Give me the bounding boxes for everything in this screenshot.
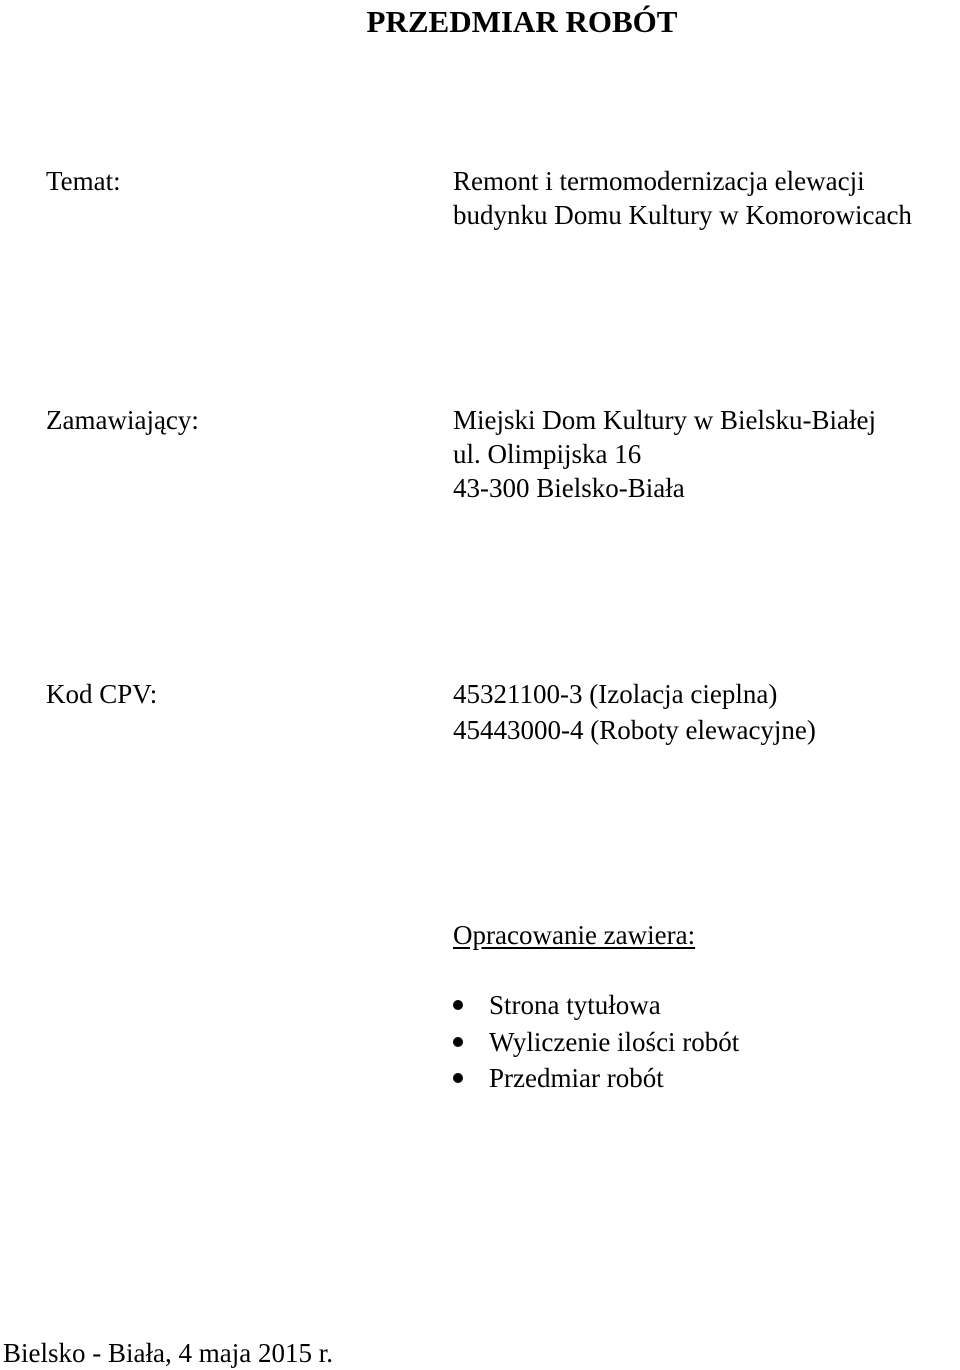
topic-line: budynku Domu Kultury w Komorowicach <box>453 200 912 230</box>
document-title: PRZEDMIAR ROBÓT <box>366 4 678 39</box>
bullet-icon <box>453 1073 463 1083</box>
cpv-value <box>453 677 816 749</box>
cpv-line: 45443000-4 (Roboty elewacyjne) <box>453 715 816 745</box>
list-item <box>453 987 739 1024</box>
list-item-label: Przedmiar robót <box>489 1063 664 1093</box>
topic-value <box>453 164 912 232</box>
client-value <box>453 403 876 505</box>
list-item-label: Wyliczenie ilości robót <box>489 1026 740 1057</box>
contents-list <box>453 987 739 1097</box>
client-line: Miejski Dom Kultury w Bielsku-Białej <box>453 405 876 435</box>
topic-line: Remont i termomodernizacja elewacji <box>453 166 865 196</box>
place-and-date: Bielsko - Biała, 4 maja 2015 r. <box>3 1338 333 1368</box>
topic-label: Temat: <box>46 166 121 196</box>
list-item <box>453 1060 739 1097</box>
client-line: 43-300 Bielsko-Biała <box>453 473 685 503</box>
list-item-label: Strona tytułowa <box>489 990 661 1020</box>
client-line: ul. Olimpijska 16 <box>453 439 642 469</box>
client-label: Zamawiający: <box>46 405 199 435</box>
contents-heading: Opracowanie zawiera: <box>453 920 696 950</box>
list-item <box>453 1024 739 1061</box>
cpv-label: Kod CPV: <box>46 679 158 709</box>
cpv-line: 45321100-3 (Izolacja cieplna) <box>453 679 778 709</box>
bullet-icon <box>453 1037 463 1047</box>
bullet-icon <box>453 1000 463 1010</box>
